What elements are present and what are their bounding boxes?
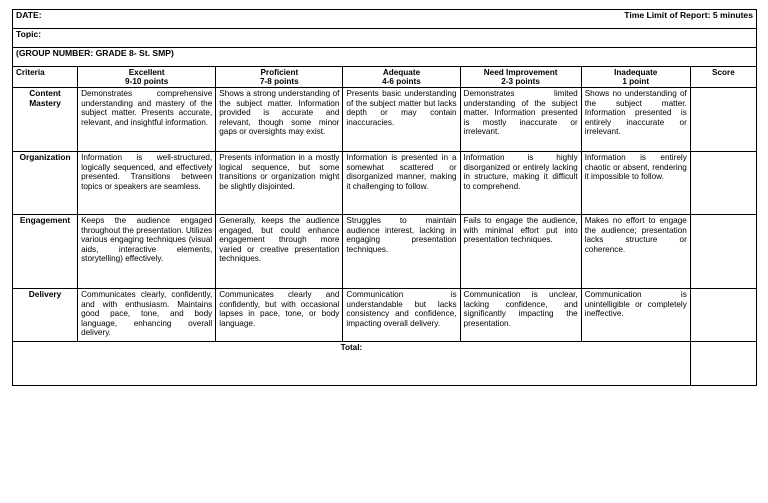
adequate-cell: Struggles to maintain audience interest, lacking in engaging presentation techniques. — [343, 215, 460, 289]
criterion-cell: Content Mastery — [13, 88, 78, 152]
date-cell[interactable] — [13, 10, 757, 29]
score-cell[interactable] — [690, 152, 756, 215]
proficient-header — [216, 67, 343, 88]
needs-improvement-cell: Communication is unclear, lacking confidence, and significantly impacting the presentation. — [460, 289, 581, 342]
proficient-points: 7-8 points — [259, 77, 299, 86]
total-score-cell[interactable] — [690, 342, 756, 386]
inadequate-cell: Communication is unintelligible or completely ineffective. — [581, 289, 690, 342]
date-label: DATE: — [16, 10, 42, 20]
group-row — [13, 48, 757, 67]
table-row — [13, 88, 757, 152]
needs-improvement-cell: Information is highly disorganized or entirely lacking in structure, making it difficult to comprehend. — [460, 152, 581, 215]
adequate-header — [343, 67, 460, 88]
adequate-name: Adequate — [382, 68, 421, 77]
group-cell[interactable] — [13, 48, 757, 67]
inadequate-cell: Information is entirely chaotic or absent, rendering it impossible to follow. — [581, 152, 690, 215]
excellent-name: Excellent — [128, 68, 165, 77]
needs-improvement-cell: Fails to engage the audience, with minimal effort put into presentation techniques. — [460, 215, 581, 289]
table-row — [13, 215, 757, 289]
needs-improvement-name: Need Improvement — [483, 68, 558, 77]
inadequate-name: Inadequate — [614, 68, 658, 77]
adequate-points: 4-6 points — [382, 77, 421, 86]
score-header: Score — [690, 67, 756, 88]
group-label: (GROUP NUMBER: GRADE 8- St. SMP) — [16, 48, 174, 58]
excellent-cell: Communicates clearly, confidently, and with enthusiasm. Maintains good pace, tone, and body language, enhancing overall delivery. — [78, 289, 216, 342]
total-row — [13, 342, 757, 386]
inadequate-points: 1 point — [622, 77, 650, 86]
criterion-cell: Delivery — [13, 289, 78, 342]
score-cell[interactable] — [690, 215, 756, 289]
date-row — [13, 10, 757, 29]
proficient-cell: Generally, keeps the audience engaged, but could enhance engagement through more varied or creative presentation techniques. — [216, 215, 343, 289]
proficient-cell: Shows a strong understanding of the subject matter. Information provided is accurate and relevant, though some minor gaps or oversights may exist. — [216, 88, 343, 152]
proficient-cell: Communicates clearly and confidently, but with occasional lapses in pace, tone, or body language. — [216, 289, 343, 342]
inadequate-cell: Makes no effort to engage the audience; presentation lacks structure or coherence. — [581, 215, 690, 289]
inadequate-header — [581, 67, 690, 88]
total-label: Total: — [13, 342, 691, 386]
column-header-row — [13, 67, 757, 88]
score-cell[interactable] — [690, 88, 756, 152]
proficient-name: Proficient — [260, 68, 299, 77]
rubric-table — [12, 9, 757, 386]
criterion-cell: Engagement — [13, 215, 78, 289]
topic-cell[interactable] — [13, 29, 757, 48]
excellent-points: 9-10 points — [125, 77, 169, 86]
adequate-cell: Presents basic understanding of the subject matter but lacks depth or may contain inaccuracies. — [343, 88, 460, 152]
proficient-cell: Presents information in a mostly logical sequence, but some transitions or organization might be slightly disjointed. — [216, 152, 343, 215]
excellent-cell: Demonstrates comprehensive understanding and mastery of the subject matter. Presents accurate, relevant, and insightful information. — [78, 88, 216, 152]
adequate-cell: Communication is understandable but lacks consistency and confidence, impacting overall delivery. — [343, 289, 460, 342]
needs-improvement-header — [460, 67, 581, 88]
excellent-header — [78, 67, 216, 88]
criterion-cell: Organization — [13, 152, 78, 215]
time-limit-label: Time Limit of Report: 5 minutes — [624, 10, 753, 20]
excellent-cell: Keeps the audience engaged throughout the presentation. Utilizes various engaging techniques (visual aids, interactive elements, storytelling) effectively. — [78, 215, 216, 289]
table-row — [13, 152, 757, 215]
criteria-header: Criteria — [13, 67, 78, 88]
needs-improvement-cell: Demonstrates limited understanding of the subject matter. Information presented is mostly inaccurate or irrelevant. — [460, 88, 581, 152]
needs-improvement-points: 2-3 points — [501, 77, 540, 86]
adequate-cell: Information is presented in a somewhat scattered or disorganized manner, making it challenging to follow. — [343, 152, 460, 215]
table-row — [13, 289, 757, 342]
excellent-cell: Information is well-structured, logically sequenced, and effectively presented. Transitions between topics or speakers are seamless. — [78, 152, 216, 215]
inadequate-cell: Shows no understanding of the subject matter. Information presented is entirely inaccurate or irrelevant. — [581, 88, 690, 152]
topic-row — [13, 29, 757, 48]
topic-label: Topic: — [16, 29, 42, 39]
score-cell[interactable] — [690, 289, 756, 342]
